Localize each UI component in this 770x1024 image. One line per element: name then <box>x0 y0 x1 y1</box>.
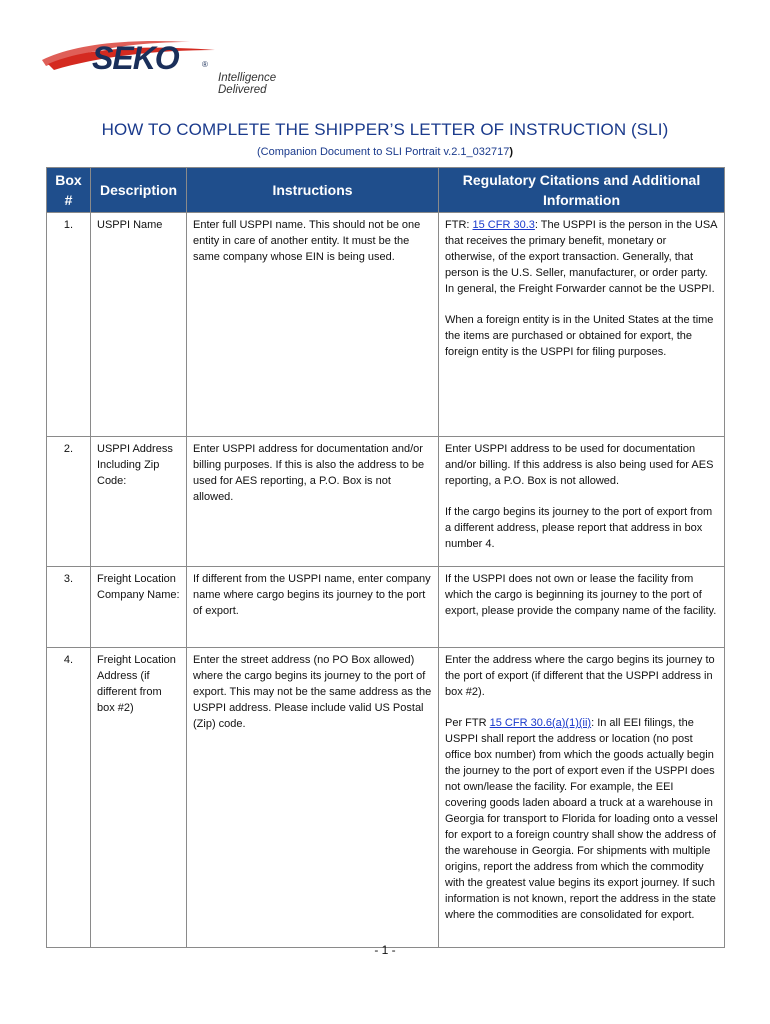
row-instructions: Enter full USPPI name. This should not be one entity in care of another entity. It must be the same company whose EIN is being used. <box>187 213 439 437</box>
table-row <box>47 437 725 567</box>
reg-paragraph: If the USPPI does not own or lease the facility from which the cargo is beginning its journey to the port of export, please provide the company name of the facility. <box>445 573 717 617</box>
registered-mark: ® <box>202 60 208 69</box>
header-box-number: Box # <box>47 168 91 213</box>
row-regulatory <box>439 213 725 437</box>
row-description: USPPI Name <box>91 213 187 437</box>
table-row <box>47 567 725 648</box>
row-regulatory <box>439 648 725 948</box>
row-regulatory <box>439 437 725 567</box>
reg-prefix: FTR: <box>445 219 473 231</box>
reg-prefix: Per FTR <box>445 717 490 729</box>
reg-text: : In all EEI filings, the USPPI shall report the address or location (no post office box number) from which the goods actually begin the journey to the port of export even if the USPPI does not own/lease the facility. For example, the EEI covering goods laden aboard a truck at a warehouse in Georgia for transport to Florida for loading onto a vessel for export to a foreign country shall show the address of the warehouse in Georgia. For shipments with multiple origins, report the address from which the commodity with the greatest value begins its export journey. If such information is not known, report the address in the state where the commodities are consolidated for export. <box>445 717 718 921</box>
table-row <box>47 213 725 437</box>
row-instructions: If different from the USPPI name, enter company name where cargo begins its journey to the port of export. <box>187 567 439 648</box>
table-header-row <box>47 168 725 213</box>
page-number: - 1 - <box>374 943 396 957</box>
cfr-link[interactable]: 15 CFR 30.3 <box>472 219 535 231</box>
page-title: HOW TO COMPLETE THE SHIPPER’S LETTER OF INSTRUCTION (SLI) <box>101 120 669 139</box>
box-number: 3. <box>47 567 91 648</box>
row-description: Freight Location Company Name: <box>91 567 187 648</box>
sli-instructions-table <box>46 167 725 948</box>
table-row <box>47 648 725 948</box>
logo-wordmark: SEKO <box>92 40 179 76</box>
row-instructions: Enter USPPI address for documentation and/or billing purposes. If this is also the address to be used for AES reporting, a P.O. Box is not allowed. <box>187 437 439 567</box>
box-number: 2. <box>47 437 91 567</box>
reg-paragraph: Enter the address where the cargo begins its journey to the port of export (if different that the USPPI address in box #2). <box>445 654 715 698</box>
reg-text: : The USPPI is the person in the USA that receives the primary benefit, monetary or otherwise, of the export transaction. Generally, that person is the U.S. Seller, manufacturer, or order party. In general, the Freight Forwarder cannot be the USPPI. <box>445 219 717 295</box>
row-regulatory <box>439 567 725 648</box>
logo-tagline: Intelligence Delivered <box>218 72 277 96</box>
reg-paragraph: If the cargo begins its journey to the port of export from a different address, please report that address in box number 4. <box>445 506 713 550</box>
reg-paragraph <box>445 217 718 297</box>
header-instructions: Instructions <box>187 168 439 213</box>
reg-paragraph <box>445 715 718 923</box>
row-description: Freight Location Address (if different from box #2) <box>91 648 187 948</box>
row-description: USPPI Address Including Zip Code: <box>91 437 187 567</box>
header-description: Description <box>91 168 187 213</box>
header-regulatory: Regulatory Citations and Additional Information <box>439 168 725 213</box>
cfr-link[interactable]: 15 CFR 30.6(a)(1)(ii) <box>489 717 592 729</box>
subtitle-text: (Companion Document to SLI Portrait v.2.1_032717 <box>256 146 510 158</box>
seko-logo <box>40 20 290 96</box>
subtitle-close: ) <box>509 146 513 158</box>
reg-paragraph: When a foreign entity is in the United States at the time the items are purchased or obtained for export, the foreign entity is the USPPI for filing purposes. <box>445 314 714 358</box>
reg-paragraph: Enter USPPI address to be used for documentation and/or billing. If this address is also being used for AES reporting, a P.O. Box is not allowed. <box>445 443 714 487</box>
row-instructions: Enter the street address (no PO Box allowed) where the cargo begins its journey to the port of export. This may not be the same address as the USPPI address. Please include valid US Postal (Zip) code. <box>187 648 439 948</box>
box-number: 1. <box>47 213 91 437</box>
page-subtitle <box>0 146 770 158</box>
box-number: 4. <box>47 648 91 948</box>
